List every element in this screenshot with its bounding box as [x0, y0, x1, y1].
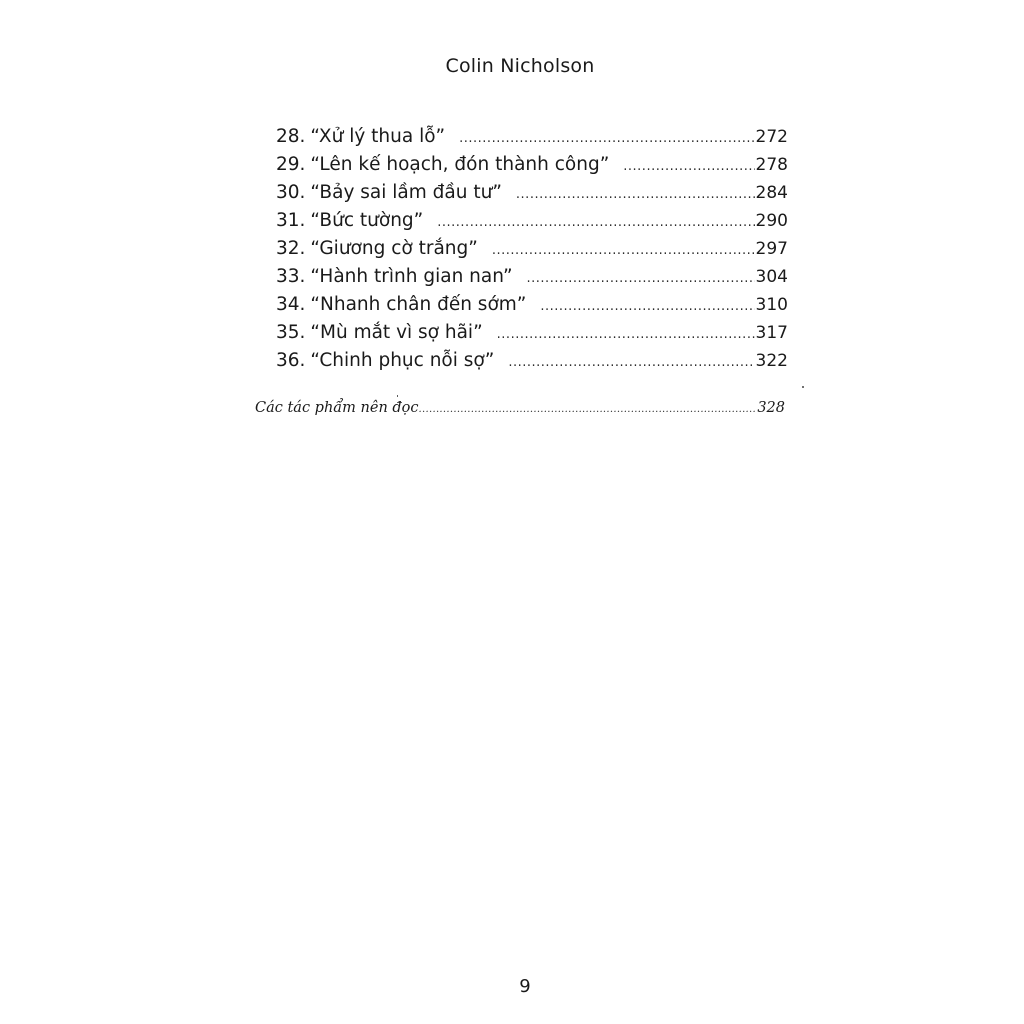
toc-entry-number: 30. — [276, 182, 306, 203]
dot-leader — [437, 209, 754, 237]
toc-entry-title: “Mù mắt vì sợ hãi” — [310, 322, 483, 343]
toc-entry-number: 32. — [276, 238, 306, 259]
dot-leader — [459, 125, 754, 153]
toc-entry — [276, 235, 788, 263]
dot-leader — [540, 293, 754, 321]
toc-entry-page: 278 — [755, 155, 788, 175]
toc-entry-page: 322 — [755, 351, 788, 371]
toc-entry-number: 29. — [276, 154, 306, 175]
toc-entry — [276, 347, 788, 375]
dot-leader — [527, 265, 755, 293]
toc-entry-title: “Nhanh chân đến sớm” — [310, 294, 527, 315]
toc-entry-page: 297 — [755, 239, 788, 259]
toc-entry-title: “Lên kế hoạch, đón thành công” — [310, 154, 610, 175]
dot-leader — [492, 237, 755, 265]
dot-leader — [508, 349, 754, 377]
table-of-contents — [276, 123, 788, 375]
dot-leader — [623, 153, 754, 181]
toc-entry-number: 28. — [276, 126, 306, 147]
appendix-page: 328 — [757, 400, 785, 416]
toc-entry-number: 34. — [276, 294, 306, 315]
toc-entry-number: 31. — [276, 210, 306, 231]
dot-leader — [516, 181, 755, 209]
toc-entry-page: 284 — [755, 183, 788, 203]
toc-entry-title: “Chinh phục nỗi sợ” — [310, 350, 495, 371]
toc-entry-title: “Hành trình gian nan” — [310, 266, 513, 287]
toc-entry — [276, 263, 788, 291]
dot-leader — [497, 321, 755, 349]
toc-entry-number: 35. — [276, 322, 306, 343]
toc-entry — [276, 291, 788, 319]
toc-entry-title: “Giương cờ trắng” — [310, 238, 478, 259]
toc-entry — [276, 123, 788, 151]
toc-entry-page: 310 — [755, 295, 788, 315]
print-speck — [802, 386, 804, 388]
running-header: Colin Nicholson — [445, 55, 595, 77]
toc-entry-title: “Bảy sai lầm đầu tư” — [310, 182, 502, 203]
toc-entry — [276, 151, 788, 179]
toc-entry-page: 272 — [755, 127, 788, 147]
toc-entry-title: “Xử lý thua lỗ” — [310, 126, 446, 147]
toc-entry-number: 33. — [276, 266, 306, 287]
toc-entry-page: 290 — [755, 211, 788, 231]
toc-entry-page: 304 — [755, 267, 788, 287]
toc-appendix-entry — [255, 400, 785, 416]
dot-leader — [419, 404, 757, 415]
page-number: 9 — [519, 976, 531, 997]
toc-entry-title: “Bức tường” — [310, 210, 424, 231]
print-speck — [397, 395, 398, 397]
appendix-title: Các tác phẩm nên đọc — [255, 400, 419, 416]
toc-entry-page: 317 — [755, 323, 788, 343]
toc-entry — [276, 179, 788, 207]
toc-entry — [276, 207, 788, 235]
toc-entry — [276, 319, 788, 347]
toc-entry-number: 36. — [276, 350, 306, 371]
